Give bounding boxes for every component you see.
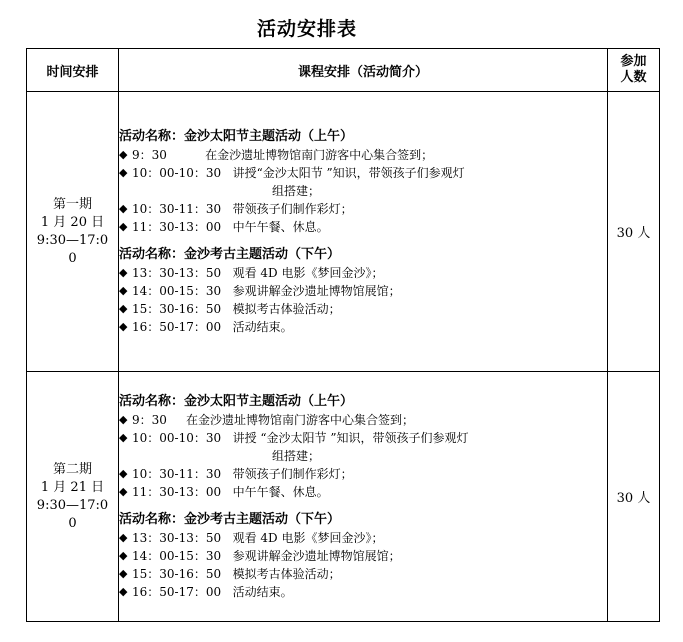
item-time: 10：30-11：30 <box>132 201 233 216</box>
schedule-item <box>119 264 607 282</box>
black-diamond-icon: ◆ <box>119 283 128 297</box>
activity-block <box>119 393 607 501</box>
header-row <box>27 49 660 92</box>
schedule-item <box>119 300 607 318</box>
period-time-line1: 9:30—17:0 <box>36 497 109 513</box>
period-time-line1: 9:30—17:0 <box>36 232 109 248</box>
schedule-item <box>119 318 607 336</box>
black-diamond-icon: ◆ <box>119 201 128 215</box>
header-people-line1: 参加 <box>620 54 647 69</box>
item-time: 9：30 <box>132 412 186 427</box>
schedule-item <box>119 218 607 236</box>
period-time-line2: 0 <box>68 250 77 266</box>
schedule-item <box>119 529 607 547</box>
activity-block <box>119 246 607 336</box>
item-time: 15：30-16：50 <box>132 301 233 316</box>
people-count: 30 人 <box>608 372 660 622</box>
black-diamond-icon: ◆ <box>119 412 128 426</box>
item-description: 在金沙遗址博物馆南门游客中心集合签到； <box>205 147 434 162</box>
item-time: 16：50-17：00 <box>132 319 233 334</box>
item-description: 参观讲解金沙遗址博物馆展馆； <box>232 548 401 563</box>
black-diamond-icon: ◆ <box>119 530 128 544</box>
schedule-item <box>119 411 607 429</box>
item-time: 14：00-15：30 <box>132 283 233 298</box>
black-diamond-icon: ◆ <box>119 548 128 562</box>
table-row <box>27 372 660 622</box>
item-description: 模拟考古体验活动； <box>232 566 341 581</box>
item-time: 16：50-17：00 <box>132 584 233 599</box>
course-cell <box>119 372 608 622</box>
black-diamond-icon: ◆ <box>119 584 128 598</box>
page-title: 活动安排表 <box>256 18 357 40</box>
item-description: 中午午餐、休息。 <box>232 484 329 499</box>
item-description: 活动结束。 <box>232 319 293 334</box>
item-time: 10：30-11：30 <box>132 466 233 481</box>
item-description: 带领孩子们制作彩灯； <box>232 201 353 216</box>
schedule-item <box>119 164 607 182</box>
item-description: 观看 4D 电影《梦回金沙》； <box>232 530 384 545</box>
header-people <box>608 49 660 92</box>
black-diamond-icon: ◆ <box>119 319 128 333</box>
activity-name: 活动名称：金沙太阳节主题活动（上午） <box>119 393 354 409</box>
schedule-item <box>119 483 607 501</box>
table-row <box>27 92 660 372</box>
item-time: 10：00-10：30 <box>132 430 233 445</box>
item-description: 中午午餐、休息。 <box>232 219 329 234</box>
item-description: 讲授 “金沙太阳节 ”知识，带领孩子们参观灯 <box>232 430 469 445</box>
item-description: 带领孩子们制作彩灯； <box>232 466 353 481</box>
activity-name: 活动名称：金沙考古主题活动（下午） <box>119 511 341 527</box>
item-time: 11：30-13：00 <box>132 219 233 234</box>
activity-name: 活动名称：金沙考古主题活动（下午） <box>119 246 341 262</box>
schedule-item <box>119 429 607 447</box>
schedule-item <box>119 547 607 565</box>
schedule-item <box>119 146 607 164</box>
item-time: 14：00-15：30 <box>132 548 233 563</box>
schedule-item <box>119 282 607 300</box>
schedule-item <box>119 200 607 218</box>
black-diamond-icon: ◆ <box>119 484 128 498</box>
schedule-item <box>119 565 607 583</box>
black-diamond-icon: ◆ <box>119 165 128 179</box>
schedule-table <box>26 48 660 622</box>
header-course: 课程安排（活动简介） <box>119 49 608 92</box>
item-description: 活动结束。 <box>232 584 293 599</box>
black-diamond-icon: ◆ <box>119 219 128 233</box>
item-time: 10：00-10：30 <box>132 165 233 180</box>
period-time-line2: 0 <box>68 515 77 531</box>
people-count: 30 人 <box>608 92 660 372</box>
item-description: 模拟考古体验活动； <box>232 301 341 316</box>
period-cell <box>27 372 119 622</box>
item-continuation: 组搭建； <box>272 448 321 463</box>
black-diamond-icon: ◆ <box>119 147 128 161</box>
item-description: 在金沙遗址博物馆南门游客中心集合签到； <box>185 412 414 427</box>
schedule-item <box>119 465 607 483</box>
schedule-item <box>119 583 607 601</box>
item-description: 讲授“金沙太阳节 ”知识，带领孩子们参观灯 <box>232 165 465 180</box>
black-diamond-icon: ◆ <box>119 466 128 480</box>
item-time: 9：30 <box>132 147 206 162</box>
item-description: 观看 4D 电影《梦回金沙》； <box>232 265 384 280</box>
item-description: 参观讲解金沙遗址博物馆展馆； <box>232 283 401 298</box>
black-diamond-icon: ◆ <box>119 265 128 279</box>
period-period-name: 第二期 <box>52 461 92 477</box>
item-time: 11：30-13：00 <box>132 484 233 499</box>
header-time: 时间安排 <box>27 49 119 92</box>
header-people-line2: 人数 <box>620 70 647 85</box>
black-diamond-icon: ◆ <box>119 430 128 444</box>
item-continuation: 组搭建； <box>272 183 321 198</box>
course-cell <box>119 92 608 372</box>
period-date: 1 月 20 日 <box>40 214 105 230</box>
period-date: 1 月 21 日 <box>40 479 105 495</box>
item-time: 15：30-16：50 <box>132 566 233 581</box>
activity-block <box>119 128 607 236</box>
black-diamond-icon: ◆ <box>119 566 128 580</box>
item-time: 13：30-13：50 <box>132 265 233 280</box>
item-time: 13：30-13：50 <box>132 530 233 545</box>
black-diamond-icon: ◆ <box>119 301 128 315</box>
period-period-name: 第一期 <box>52 196 92 212</box>
activity-block <box>119 511 607 601</box>
activity-name: 活动名称：金沙太阳节主题活动（上午） <box>119 128 354 144</box>
period-cell <box>27 92 119 372</box>
